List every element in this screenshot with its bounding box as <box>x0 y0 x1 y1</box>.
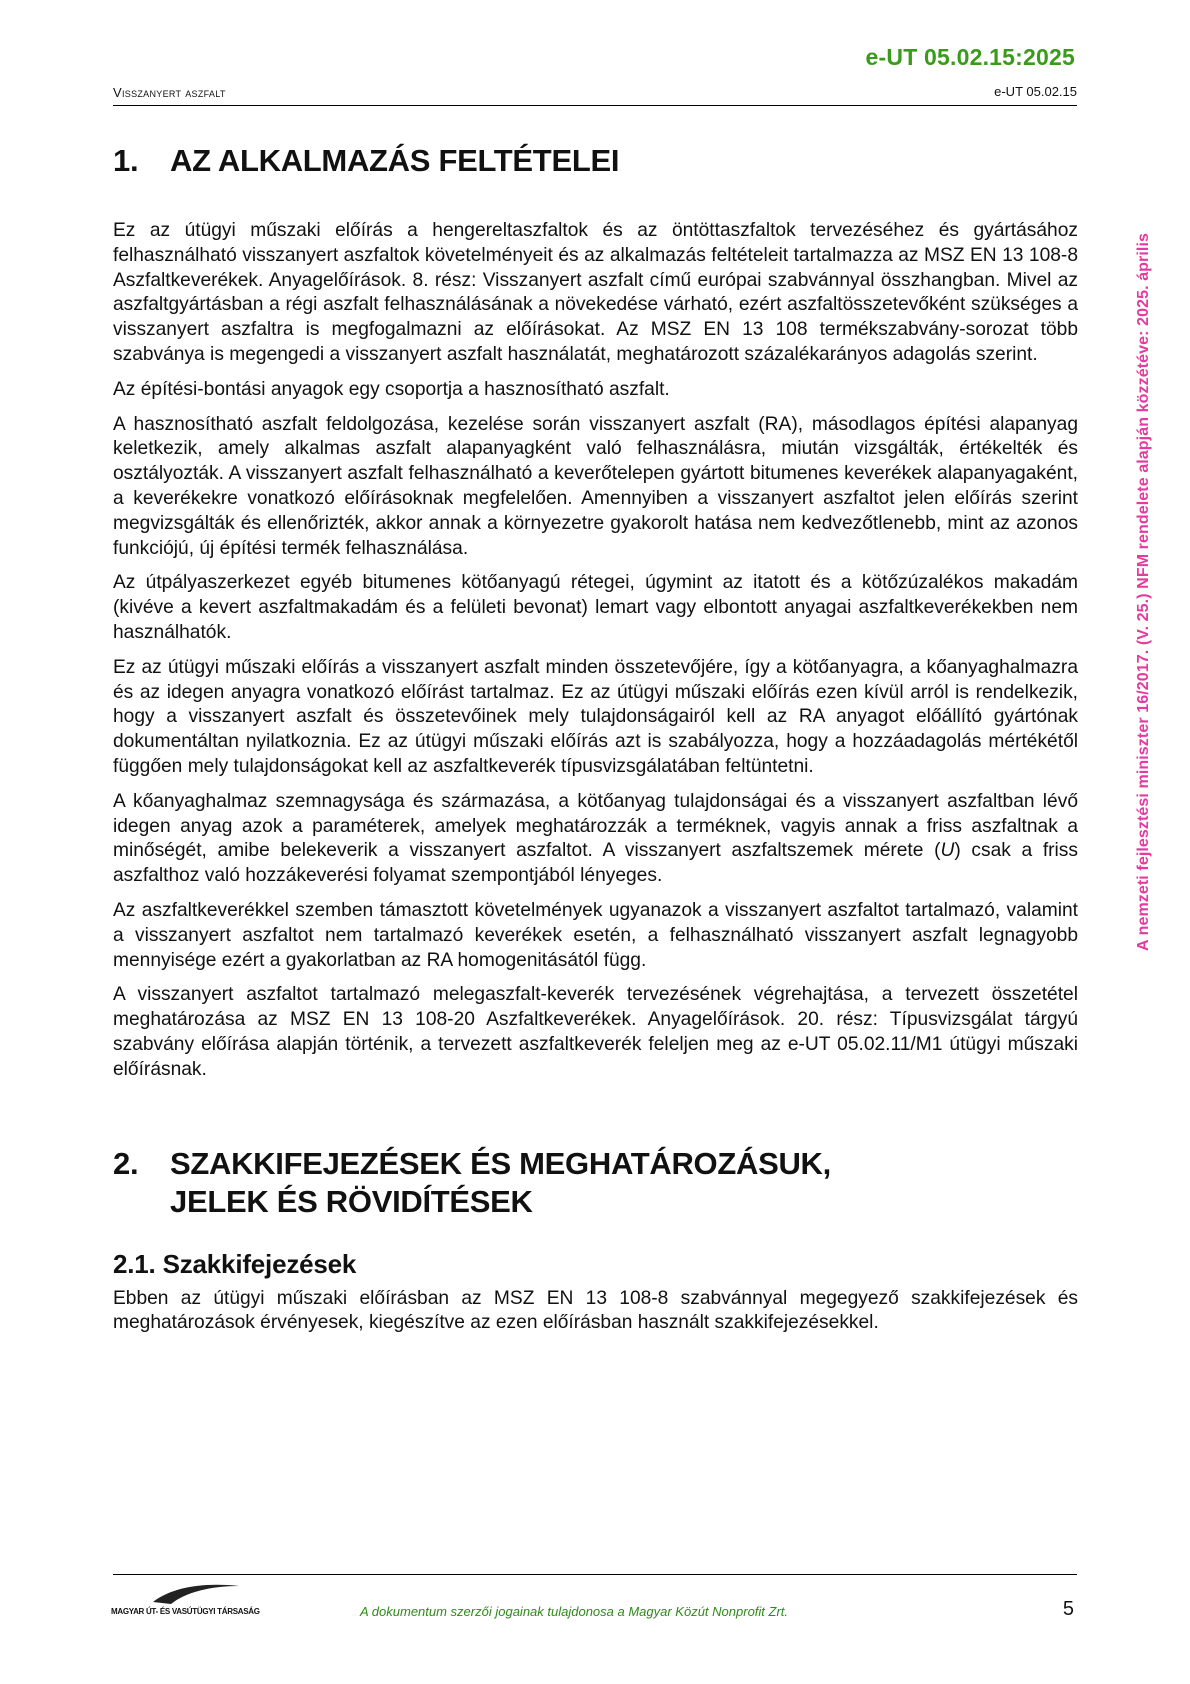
copyright-notice: A dokumentum szerzői jogainak tulajdonosa a Magyar Közút Nonprofit Zrt. <box>360 1604 789 1619</box>
paragraph: Az aszfaltkeverékkel szemben támasztott követelmények ugyanazok a visszanyert aszfaltot tartalmazó, valamint a visszanyert aszfaltot nem tartalmazó keverékek esetén, a felhasználható visszanyert aszfalt legnagyobb mennyisége ezért a gyakorlatban az RA homogenitásától függ. <box>113 899 1078 971</box>
section-2-1-body <box>113 1287 1078 1337</box>
footer-divider <box>113 1574 1077 1575</box>
section-1-heading <box>113 144 1078 178</box>
mavt-logo <box>111 1580 271 1620</box>
section-1-number: 1. <box>113 143 139 178</box>
paragraph: A visszanyert aszfaltot tartalmazó melegaszfalt-keverék tervezésének végrehajtása, a tervezett összetétel meghatározása az MSZ EN 13 108-20 Aszfaltkeverékek. Anyagelőírások. 20. rész: Típusvizsgálat tárgyú szabvány előírása alapján történik, a tervezett aszfaltkeverék feleljen meg az e-UT 05.02.11/M1 útügyi műszaki előírásnak. <box>113 984 1078 1080</box>
section-2-heading <box>113 1145 1078 1221</box>
paragraph: Az építési-bontási anyagok egy csoportja a hasznosítható aszfalt. <box>113 378 670 400</box>
page-number: 5 <box>1062 1598 1074 1620</box>
paragraph: Ebben az útügyi műszaki előírásban az MSZ EN 13 108-8 szabvánnyal megegyező szakkifejezések és meghatározások érvényesek, kiegészítve az ezen előírásban használt szakkifejezésekkel. <box>113 1287 1078 1334</box>
section-2-title-line2: JELEK ÉS RÖVIDÍTÉSEK <box>170 1183 533 1219</box>
page-content <box>113 144 1078 1346</box>
paragraph: A hasznosítható aszfalt feldolgozása, kezelése során visszanyert aszfalt (RA), másodlagos építési alapanyag keletkezik, amely alkalmas aszfalt alapanyagként való felhasználásra, miután vizsgálták, értékelték és osztályozták. A visszanyert aszfalt felhasználható a keverőtelepen gyártott bitumenes keverékek alapanyagaként, a keverékekre vonatkozó előírásoknak megfelelően. Amennyiben a visszanyert aszfaltot jelen előírás szerint megvizsgálták és ellenőrizték, akkor annak a környezetre gyakorolt hatása nem kedvezőtlenebb, mint az azonos funkciójú, új építési termék felhasználása. <box>113 413 1078 559</box>
header-code: e-UT 05.02.15 <box>994 84 1077 99</box>
paragraph: Ez az útügyi műszaki előírás a hengereltaszfaltok és az öntöttaszfaltok tervezéséhez és gyártásához felhasználható visszanyert aszfaltok követelményeit és az alkalmazás feltételeit tartalmazza az MSZ EN 13 108-8 Aszfaltkeverékek. Anyagelőírások. 8. rész: Visszanyert aszfalt című európai szabvánnyal összhangban. Mivel az aszfaltgyártásban a régi aszfalt felhasználásának a növekedése várható, ezért aszfaltösszetevőként szükséges a visszanyert aszfaltra is megfogalmazni az előírásokat. Az MSZ EN 13 108 termékszabvány-sorozat több szabványa is megengedi a visszanyert aszfalt használatát, meghatározott százalékarányos adagolás szerint. <box>113 220 1078 365</box>
paragraph: Ez az útügyi műszaki előírás a visszanyert aszfalt minden összetevőjére, így a kötőanyagra, a kőanyaghalmazra és az idegen anyagra vonatkozó előírást tartalmaz. Ez az útügyi műszaki előírás ezen kívül arról is rendelkezik, hogy a visszanyert aszfalt és összetevőinek mely tulajdonságairól kell az RA anyagot előállító gyártónak dokumentáltan nyilatkoznia. Ez az útügyi műszaki előírás azt is szabályozza, hogy a hozzáadagolás mértékétől függően mely tulajdonságokat kell az aszfaltkeverék típusvizsgálatában feltüntetni. <box>113 656 1078 777</box>
header-title: Visszanyert aszfalt <box>113 85 226 100</box>
paragraph-text: A kőanyaghalmaz szemnagysága és származása, a kötőanyag tulajdonságai és a visszanyert aszfaltban lévő idegen anyag azok a paraméterek, amelyek meghatározzák a terméknek, vagyis annak a friss aszfaltnak a minőségét, amibe belekeverik a visszanyert aszfaltot. A visszanyert aszfaltszemek mérete ( <box>113 790 1078 862</box>
road-swoosh-icon <box>151 1580 241 1606</box>
section-2-1-heading: 2.1. Szakkifejezések <box>113 1248 357 1279</box>
side-publication-note: A nemzeti fejlesztési miniszter 16/2017. (V. 25.) NFM rendelete alapján közzétéve: 2025. április <box>1135 232 1152 952</box>
logo-text: MAGYAR ÚT- ÉS VASÚTÜGYI TÁRSASÁG <box>111 1607 260 1616</box>
running-header <box>113 83 1077 106</box>
paragraph: Az útpályaszerkezet egyéb bitumenes kötőanyagú rétegei, úgymint az itatott és a kötőzúzalékos makadám (kivéve a kevert aszfaltmakadám és a felületi bevonat) lemart vagy elbontott anyagai aszfaltkeverékekben nem használhatók. <box>113 572 1078 643</box>
paragraph-text-tail: ) csak a friss aszfalthoz való hozzákeverési folyamat szempontjából lényeges. <box>113 840 1078 887</box>
symbol-u: U <box>940 840 955 862</box>
section-2-title-line1: SZAKKIFEJEZÉSEK ÉS MEGHATÁROZÁSUK, <box>170 1145 831 1181</box>
section-1-title: AZ ALKALMAZÁS FELTÉTELEI <box>170 143 620 178</box>
section-2-number: 2. <box>113 1145 139 1181</box>
section-1-body <box>113 219 1078 1083</box>
paragraph <box>113 790 1078 889</box>
document-code: e-UT 05.02.15:2025 <box>865 44 1075 70</box>
section-2-title <box>170 1145 831 1221</box>
